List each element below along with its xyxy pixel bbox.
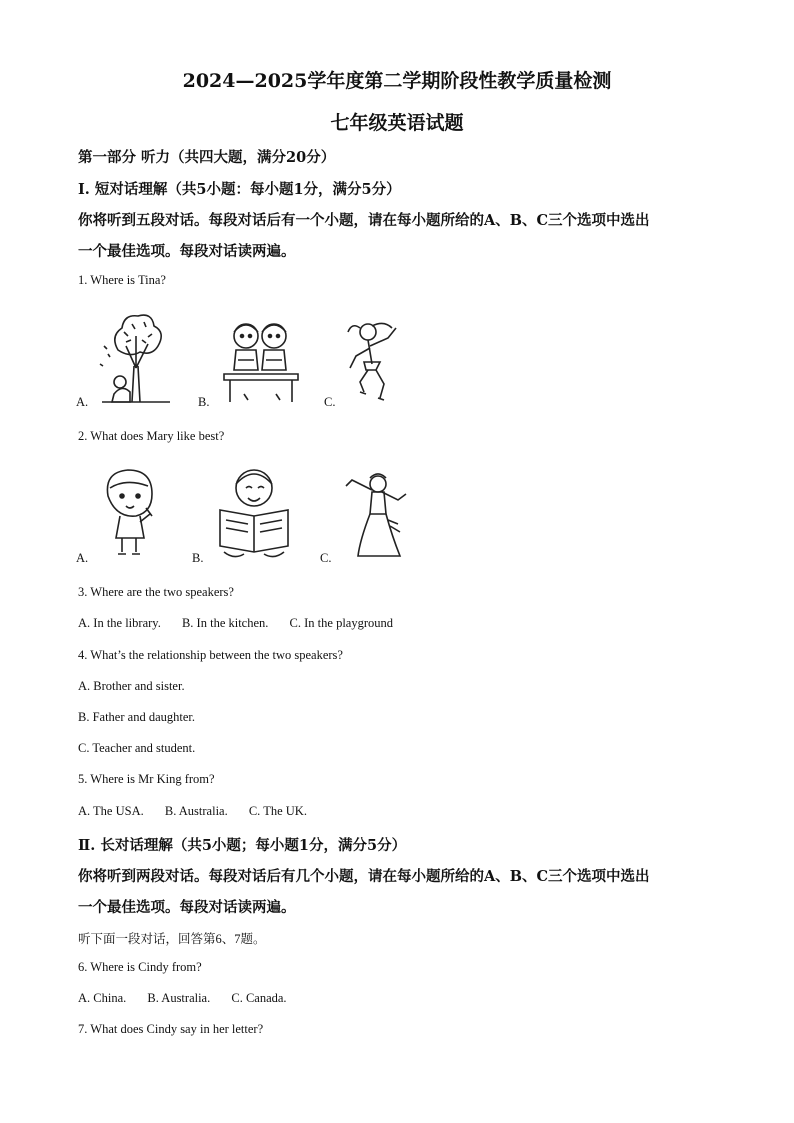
- tree-reading-icon: [96, 306, 174, 406]
- question-1: 1. Where is Tina?: [78, 273, 166, 287]
- students-at-desk-icon: [218, 314, 304, 404]
- q3-option-a: A. In the library.: [78, 616, 161, 630]
- q3-option-c: C. In the playground: [289, 616, 394, 630]
- question-3-options: [78, 616, 411, 631]
- section1-instruction-line2: 一个最佳选项。每段对话读两遍。: [78, 243, 296, 260]
- question-4: 4. What’s the relationship between the two speakers?: [78, 648, 343, 662]
- section1-heading: Ⅰ. 短对话理解（共5小题：每小题1分，满分5分）: [78, 181, 401, 198]
- question-7: 7. What does Cindy say in her letter?: [78, 1022, 264, 1036]
- page-title: 2024—2025学年度第二学期阶段性教学质量检测: [182, 70, 612, 92]
- q3-option-b: B. In the kitchen.: [181, 616, 269, 630]
- question-6-options: [78, 991, 305, 1006]
- page-subtitle: 七年级英语试题: [330, 112, 464, 134]
- dancing-woman-icon: [342, 470, 410, 560]
- q5-option-b: B. Australia.: [164, 804, 228, 818]
- q4-option-b: B. Father and daughter.: [78, 710, 195, 724]
- question-5-options: [78, 804, 325, 819]
- q1-option-a-label: A.: [76, 395, 89, 409]
- q2-option-b-label: B.: [192, 551, 204, 565]
- q4-option-c: C. Teacher and student.: [78, 741, 196, 755]
- q2-option-c-label: C.: [320, 551, 332, 565]
- question-6: 6. Where is Cindy from?: [78, 960, 202, 974]
- q5-option-c: C. The UK.: [248, 804, 307, 818]
- part1-heading: 第一部分 听力（共四大题，满分20分）: [78, 149, 336, 166]
- q6-option-b: B. Australia.: [147, 991, 211, 1005]
- q1-option-c-label: C.: [324, 395, 336, 409]
- section2-instruction-line1: 你将听到两段对话。每段对话后有几个小题，请在每小题所给的A、B、C三个选项中选出: [78, 868, 650, 885]
- question-3: 3. Where are the two speakers?: [78, 585, 234, 599]
- question-2: 2. What does Mary like best?: [78, 429, 225, 443]
- section2-instruction-line2: 一个最佳选项。每段对话读两遍。: [78, 899, 296, 916]
- q6-option-c: C. Canada.: [231, 991, 287, 1005]
- section1-instruction-line1: 你将听到五段对话。每段对话后有一个小题，请在每小题所给的A、B、C三个选项中选出: [78, 212, 650, 229]
- question-5: 5. Where is Mr King from?: [78, 772, 215, 786]
- running-girl-icon: [346, 318, 406, 404]
- reading-child-icon: [214, 464, 294, 560]
- q2-option-a-label: A.: [76, 551, 89, 565]
- q1-option-b-label: B.: [198, 395, 210, 409]
- section2-heading: Ⅱ. 长对话理解（共5小题；每小题1分，满分5分）: [78, 837, 407, 854]
- q6-option-a: A. China.: [78, 991, 127, 1005]
- q5-option-a: A. The USA.: [78, 804, 144, 818]
- q4-option-a: A. Brother and sister.: [78, 679, 185, 693]
- section2-lead: 听下面一段对话，回答第6、7题。: [78, 932, 266, 946]
- singing-girl-icon: [96, 466, 166, 560]
